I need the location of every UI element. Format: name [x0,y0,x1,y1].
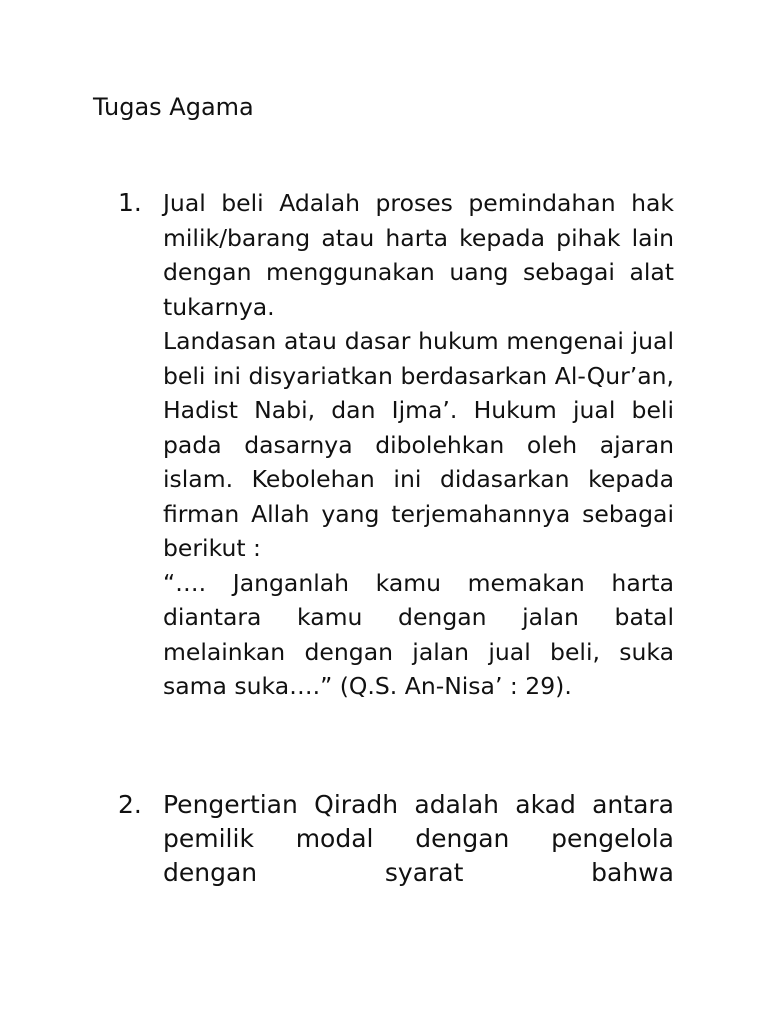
paragraph-quote: “…. Janganlah kamu memakan harta diantara kamu dengan jalan batal melainkan dengan jalan jual beli, suka sama suka….” (Q.S. An-Nisa’ : 29). [163,568,674,700]
list-item-number: 1. [118,188,142,217]
paragraph-legal-basis: Landasan atau dasar hukum mengenai jual beli ini disyariatkan berdasarkan Al-Qur’an, Hadist Nabi, dan Ijma’. Hukum jual beli pada dasarnya dibolehkan oleh ajaran islam. Kebolehan ini didasarkan kepada firman Allah yang terjemahannya sebagai berikut : [163,327,674,562]
list-item-content [163,788,674,890]
document-title: Tugas Agama [93,93,254,121]
list-item-content [163,186,674,704]
paragraph-qiradh: Pengertian Qiradh adalah akad antara pemilik modal dengan pengelola dengan syarat bahwa [163,790,674,887]
paragraph-definition: Jual beli Adalah proses pemindahan hak milik/barang atau harta kepada pihak lain dengan menggunakan uang sebagai alat tukarnya. [163,189,674,321]
list-item-number: 2. [118,790,142,819]
